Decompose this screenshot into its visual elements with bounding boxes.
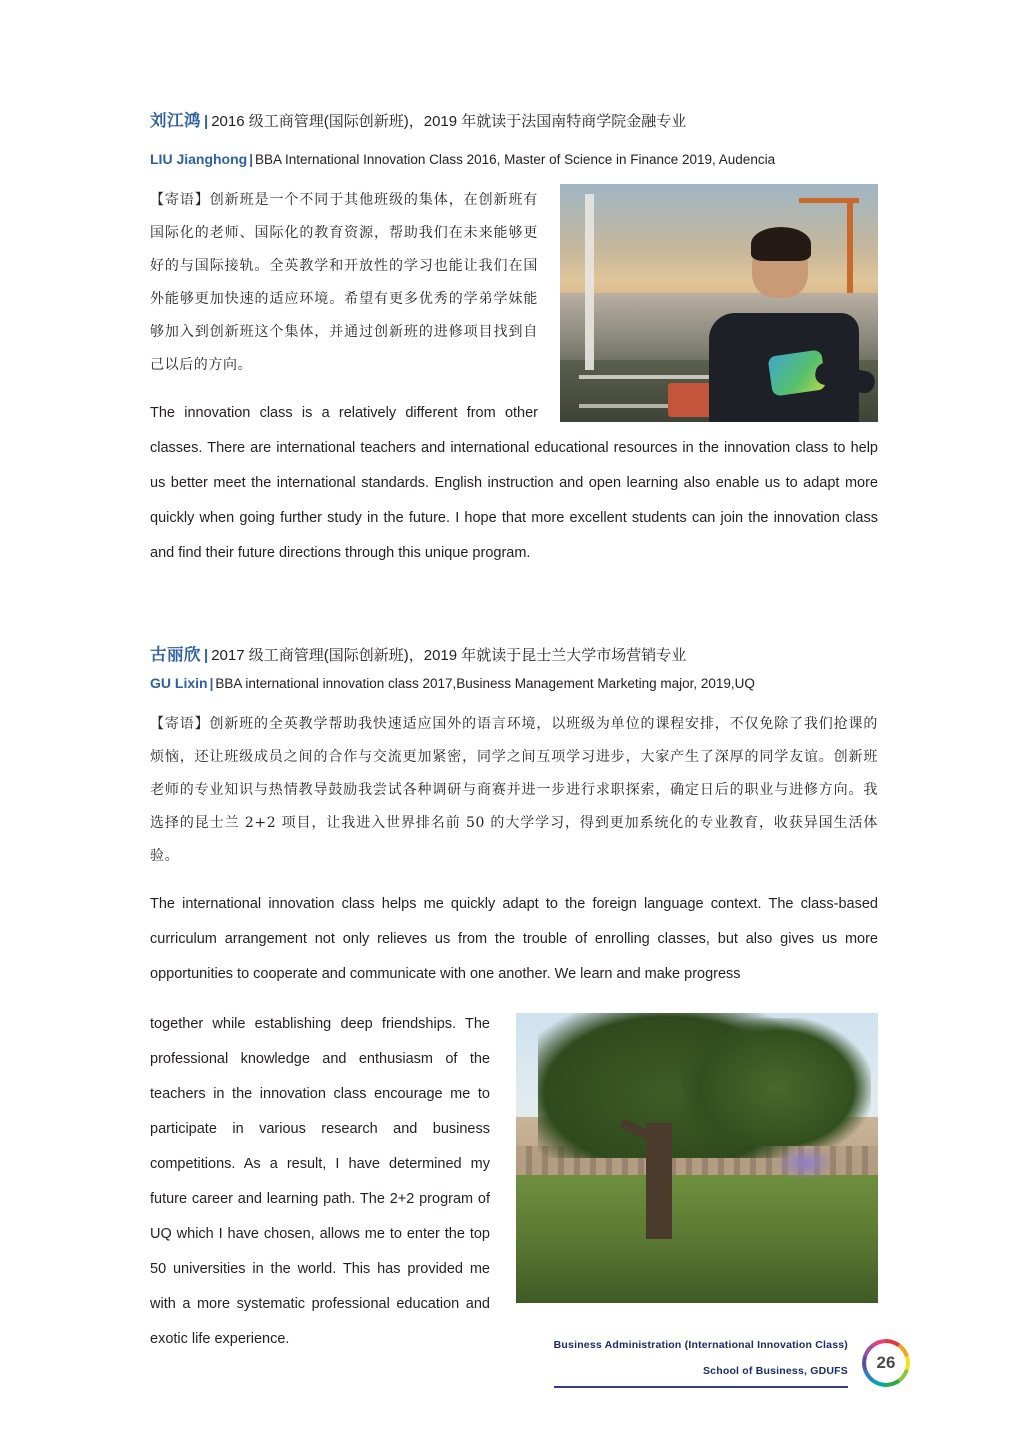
entry-1-body-block [150, 184, 878, 586]
photo-pole [585, 194, 594, 370]
entry-2-name-cn: 古丽欣 [150, 645, 201, 664]
profile-entry-1 [150, 110, 878, 586]
entry-1-meta-en: BBA International Innovation Class 2016, Master of Science in Finance 2019, Audencia [255, 152, 776, 167]
entry-2-divider-en: | [209, 675, 214, 691]
page-content [150, 110, 878, 1371]
footer-program-name: Business Administration (International Innovation Class) [553, 1339, 848, 1351]
footer-school-name: School of Business, GDUFS [702, 1365, 848, 1377]
entry-2-lower-block [150, 1007, 878, 1372]
entry-2-body-cn: 【寄语】创新班的全英教学帮助我快速适应国外的语言环境，以班级为单位的课程安排，不仅免除了我们抢课的烦恼，还让班级成员之间的合作与交流更加紧密，同学之间互项学习进步，大家产生了深厚的同学友谊。创新班老师的专业知识与热情教导鼓励我尝试各种调研与商赛并进一步进行求职探索，确定日后的职业与进修方向。我选择的昆士兰 2+2 项目，让我进入世界排名前 50 的大学学习，得到更加系统化的专业教育，收获异国生活体验。 [150, 715, 878, 864]
entry-1-name-cn: 刘江鸿 [150, 112, 201, 130]
footer-text-block [554, 1337, 848, 1388]
photo2-lawn [516, 1175, 878, 1303]
photo-person-hair [751, 227, 811, 261]
entry-1-name-en: LIU Jianghong [150, 151, 248, 167]
entry-2-meta-en: BBA international innovation class 2017,Business Management Marketing major, 2019,UQ [215, 675, 755, 691]
entry-1-heading-cn [150, 110, 878, 133]
photo2-tree-trunk [646, 1123, 672, 1239]
profile-entry-2 [150, 644, 878, 1372]
student-portrait-photo [560, 184, 878, 422]
entry-1-body-cn: 【寄语】创新班是一个不同于其他班级的集体，在创新班有国际化的老师、国际化的教育资源，帮助我们在未来能够更好的与国际接轨。全英教学和开放性的学习也能让我们在国外能够更加快速的适应环境。希望有更多优秀的学弟学妹能够加入到创新班这个集体，并通过创新班的进修项目找到自己以后的方向。 [150, 192, 538, 373]
entry-1-meta-cn: 2016 级工商管理(国际创新班)，2019 年就读于法国南特商学院金融专业 [211, 113, 687, 130]
page-number-badge [862, 1339, 910, 1387]
photo2-jacaranda-blossom [775, 1146, 835, 1180]
entry-2-heading-cn [150, 644, 878, 667]
photo2-tree-canopy-secondary [683, 1018, 871, 1146]
entry-2-body-en-top: The international innovation class helps me quickly adapt to the foreign language context. The class-based curriculum arrangement not only relieves us from the trouble of enrolling classes, but also gives us more opportunities to cooperate and communicate with one another. We learn and make progress [150, 896, 878, 982]
campus-tree-photo [516, 1013, 878, 1303]
entry-1-body-en: The innovation class is a relatively different from other classes. There are international teachers and international educational resources in the innovation class to help us better meet the international standards. English instruction and open learning also enable us to adapt more quickly when going further study in the future. I hope that more excellent students can join the innovation class and find their future directions through this unique program. [150, 405, 878, 561]
page-footer [554, 1337, 910, 1388]
entry-2-heading-en [150, 673, 878, 694]
entry-2-body-en-bottom: together while establishing deep friendships. The professional knowledge and enthusiasm of the teachers in the innovation class encourage me to participate in various research and business competitions. As a result, I have determined my future career and learning path. The 2+2 program of UQ which I have chosen, allows me to enter the top 50 universities in the world. This has provided me with a more systematic professional education and exotic life experience. [150, 1015, 490, 1347]
entry-2-divider-cn: | [204, 646, 209, 664]
photo-crane [847, 198, 853, 293]
entry-1-heading-en [150, 149, 878, 170]
entry-2-meta-cn: 2017 级工商管理(国际创新班)，2019 年就读于昆士兰大学市场营销专业 [211, 646, 687, 664]
entry-2-name-en: GU Lixin [150, 674, 208, 691]
entry-1-divider-en: | [249, 152, 253, 167]
entry-1-divider-cn: | [204, 113, 209, 130]
page-number: 26 [876, 1352, 896, 1372]
